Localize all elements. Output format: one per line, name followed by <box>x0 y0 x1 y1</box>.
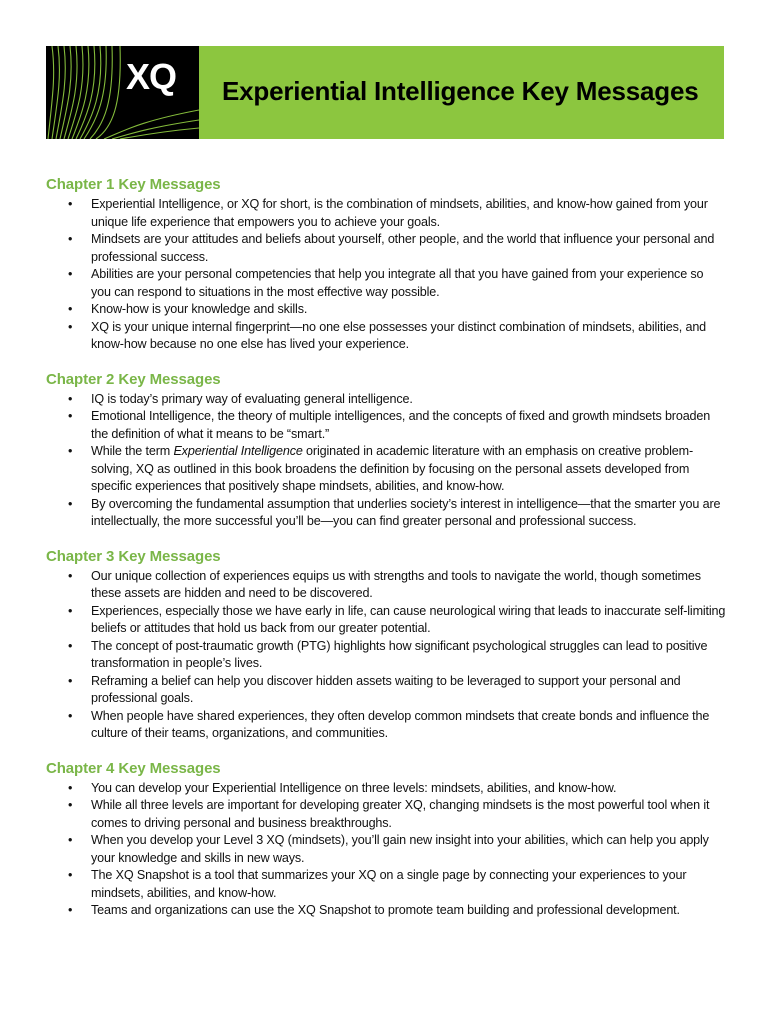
key-messages-list <box>46 568 726 743</box>
bullet-icon: • <box>68 603 73 618</box>
list-item-text: Know-how is your knowledge and skills. <box>91 302 308 316</box>
chapter-heading: Chapter 3 Key Messages <box>46 547 221 565</box>
list-item <box>46 391 726 409</box>
list-item-text: When you develop your Level 3 XQ (mindsets), you’ll gain new insight into your abilities, which can help you apply your knowledge and skills in new ways. <box>91 833 709 865</box>
chapter-3-section <box>46 548 726 743</box>
list-item-text: XQ is your unique internal fingerprint—no one else possesses your distinct combination of mindsets, abilities, and know-how because no one else has lived your experience. <box>91 319 707 351</box>
chapter-1-section <box>46 176 726 354</box>
bullet-icon: • <box>68 197 73 211</box>
key-messages-list <box>46 391 726 531</box>
list-item <box>46 797 726 832</box>
list-item <box>46 231 726 266</box>
list-item <box>46 196 726 231</box>
list-item <box>46 266 726 301</box>
bullet-icon: • <box>68 903 73 917</box>
chapter-heading: Chapter 1 Key Messages <box>46 176 221 193</box>
list-item-text: Teams and organizations can use the XQ Snapshot to promote team building and professional development. <box>91 903 680 917</box>
bullet-icon: • <box>68 780 73 795</box>
chapter-heading: Chapter 4 Key Messages <box>46 759 221 777</box>
page-title: Experiential Intelligence Key Messages <box>222 76 699 106</box>
bullet-icon: • <box>68 319 73 334</box>
list-item-text: By overcoming the fundamental assumption that underlies society’s interest in intelligence—that the smarter you are intellectually, the more successful you’ll be—you can find greater personal and professional success. <box>91 496 721 528</box>
bullet-icon: • <box>68 444 73 458</box>
list-item <box>46 443 726 496</box>
list-item-text: You can develop your Experiential Intelligence on three levels: mindsets, abilities, and know-how. <box>91 780 617 795</box>
bullet-icon: • <box>68 267 73 281</box>
list-item-text: The concept of post-traumatic growth (PTG) highlights how significant psychological struggles can lead to positive transformation in people’s lives. <box>91 638 708 670</box>
bullet-icon: • <box>68 638 73 653</box>
chapter-heading: Chapter 2 Key Messages <box>46 370 221 388</box>
chapter-4-section <box>46 760 726 920</box>
key-messages-list <box>46 780 726 920</box>
list-item <box>46 568 726 603</box>
list-item-text: The XQ Snapshot is a tool that summarizes your XQ on a single page by connecting your experiences to your mindsets, abilities, and know-how. <box>91 868 687 900</box>
list-item-text: Emotional Intelligence, the theory of multiple intelligences, and the concepts of fixed and growth mindsets broaden the definition of what it means to be “smart.” <box>91 409 711 441</box>
list-item <box>46 867 726 902</box>
list-item <box>46 496 726 531</box>
xq-logo <box>46 46 199 139</box>
list-item-text: Our unique collection of experiences equips us with strengths and tools to navigate the world, though sometimes these assets are hidden and need to be discovered. <box>91 568 701 600</box>
bullet-icon: • <box>68 833 73 847</box>
list-item-text: Reframing a belief can help you discover hidden assets waiting to be leveraged to support your personal and professional goals. <box>91 673 681 705</box>
list-item <box>46 603 726 638</box>
list-item-text: Abilities are your personal competencies that help you integrate all that you have gained from your experience so you can respond to situations in the most effective way possible. <box>91 267 704 299</box>
bullet-icon: • <box>68 496 73 511</box>
list-item <box>46 832 726 867</box>
list-item-text: Experiences, especially those we have early in life, can cause neurological wiring that leads to inaccurate self-limiting beliefs or attitudes that hold us back from our greater potential. <box>91 603 726 635</box>
document-body <box>46 176 726 937</box>
list-item <box>46 319 726 354</box>
bullet-icon: • <box>68 568 73 583</box>
list-item <box>46 902 726 920</box>
list-item-text: While the term Experiential Intelligence originated in academic literature with an emphasis on creative problem-solving, XQ as outlined in this book broadens the definition by focusing on the personal assets developed from specific experiences that positively shape mindsets, abilities, and know-how. <box>91 444 694 493</box>
list-item-text: Mindsets are your attitudes and beliefs about yourself, other people, and the world that influence your personal and professional success. <box>91 232 715 264</box>
bullet-icon: • <box>68 673 73 688</box>
bullet-icon: • <box>68 868 73 882</box>
list-item <box>46 708 726 743</box>
list-item-text: When people have shared experiences, they often develop common mindsets that create bonds and influence the culture of their teams, organizations, and communities. <box>91 708 710 740</box>
bullet-icon: • <box>68 409 73 423</box>
bullet-icon: • <box>68 302 73 316</box>
list-item <box>46 638 726 673</box>
bullet-icon: • <box>68 708 73 723</box>
list-item <box>46 780 726 798</box>
list-item-text: Experiential Intelligence, or XQ for short, is the combination of mindsets, abilities, and know-how gained from your unique life experience that empowers you to achieve your goals. <box>91 197 708 229</box>
header-banner <box>46 46 724 139</box>
list-item <box>46 673 726 708</box>
bullet-icon: • <box>68 391 73 406</box>
logo-swirl-graphic <box>46 46 199 139</box>
list-item <box>46 301 726 319</box>
list-item <box>46 408 726 443</box>
bullet-icon: • <box>68 232 73 246</box>
bullet-icon: • <box>68 798 73 812</box>
logo-text: XQ <box>126 56 177 97</box>
list-item-text: While all three levels are important for developing greater XQ, changing mindsets is the most powerful tool when it comes to driving personal and business breakthroughs. <box>91 798 710 830</box>
list-item-text: IQ is today’s primary way of evaluating general intelligence. <box>91 391 413 406</box>
chapter-2-section <box>46 371 726 531</box>
key-messages-list <box>46 196 726 354</box>
